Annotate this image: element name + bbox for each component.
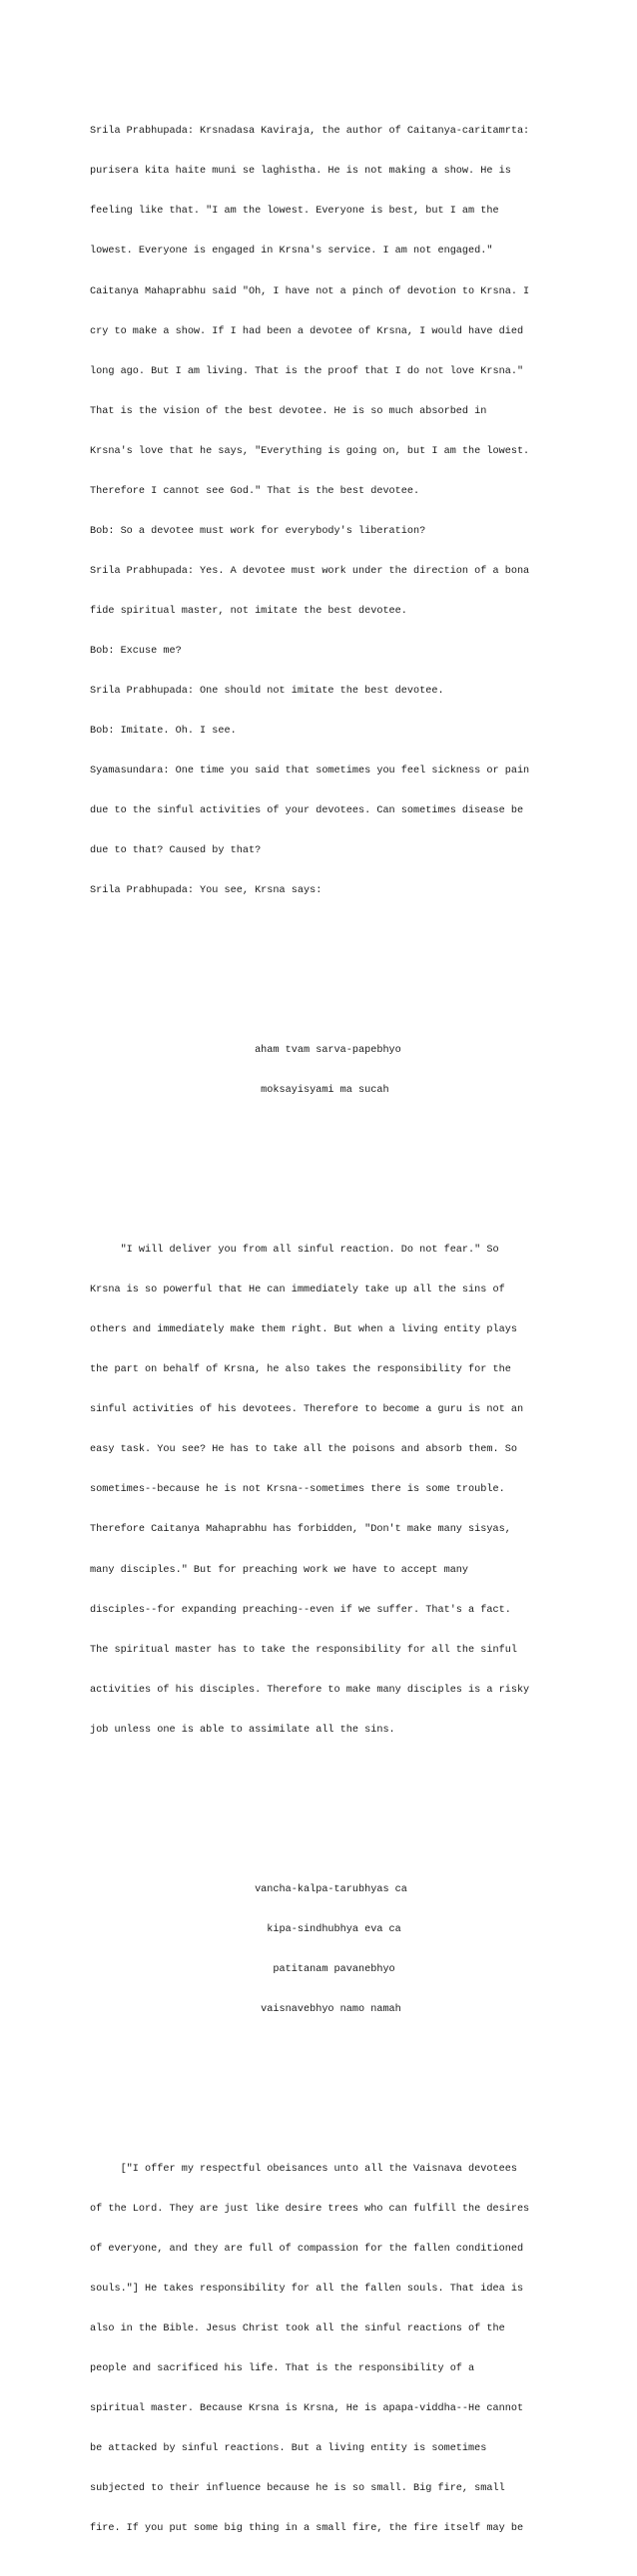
text-line: due to the sinful activities of your devotees. Can sometimes disease be xyxy=(90,804,524,816)
text-line: ["I offer my respectful obeisances unto all the Vaisnava devotees xyxy=(90,2163,517,2175)
spacer xyxy=(90,964,559,977)
spacer xyxy=(90,1803,559,1816)
text-line: Therefore I cannot see God." That is the best devotee. xyxy=(90,485,420,497)
spacer xyxy=(90,1164,559,1177)
paragraph-2 xyxy=(90,2136,559,2562)
text-line: purisera kita haite muni se laghistha. He is not making a show. He is xyxy=(90,166,511,178)
text-line: sometimes--because he is not Krsna--sometimes there is some trouble. xyxy=(90,1484,505,1496)
text-line: be attacked by sinful reactions. But a living entity is sometimes xyxy=(90,2443,487,2455)
text-line: Srila Prabhupada: Yes. A devotee must work under the direction of a bona xyxy=(90,565,530,577)
text-line: job unless one is able to assimilate all the sins. xyxy=(90,1724,395,1736)
text-line: long ago. But I am living. That is the proof that I do not love Krsna." xyxy=(90,365,524,377)
dialogue-block xyxy=(90,99,559,924)
verse-line: vancha-kalpa-tarubhyas ca xyxy=(90,1883,407,1895)
text-line: people and sacrificed his life. That is the responsibility of a xyxy=(90,2363,475,2375)
text-line: the part on behalf of Krsna, he also takes the responsibility for the xyxy=(90,1364,511,1376)
text-line: others and immediately make them right. But when a living entity plays xyxy=(90,1324,517,1336)
text-line: Srila Prabhupada: You see, Krsna says: xyxy=(90,884,322,896)
verse-line: aham tvam sarva-papebhyo xyxy=(90,1045,401,1057)
text-line: Syamasundara: One time you said that sometimes you feel sickness or pain xyxy=(90,765,530,776)
text-line: "I will deliver you from all sinful reaction. Do not fear." So xyxy=(90,1245,499,1257)
text-line: of the Lord. They are just like desire trees who can fulfill the desires xyxy=(90,2204,530,2215)
verse-block-2 xyxy=(90,1856,559,2043)
text-line: Therefore Caitanya Mahaprabhu has forbidden, "Don't make many sisyas, xyxy=(90,1524,511,1536)
text-line: Srila Prabhupada: Krsnadasa Kaviraja, the author of Caitanya-caritamrta: xyxy=(90,126,530,138)
text-line: Caitanya Mahaprabhu said "Oh, I have not a pinch of devotion to Krsna. I xyxy=(90,285,530,297)
text-line: Bob: So a devotee must work for everybody's liberation? xyxy=(90,525,426,537)
verse-line: patitanam pavanebhyo xyxy=(90,1963,395,1975)
text-line: Bob: Excuse me? xyxy=(90,645,182,657)
verse-line: vaisnavebhyo namo namah xyxy=(90,2003,401,2015)
text-line: sinful activities of his devotees. Therefore to become a guru is not an xyxy=(90,1404,524,1416)
paragraph-1 xyxy=(90,1218,559,1764)
text-line: fide spiritual master, not imitate the best devotee. xyxy=(90,605,407,617)
text-line: of everyone, and they are full of compassion for the fallen conditioned xyxy=(90,2244,524,2256)
text-line: Krsna's love that he says, "Everything is going on, but I am the lowest. xyxy=(90,445,530,457)
text-line: many disciples." But for preaching work we have to accept many xyxy=(90,1564,469,1576)
text-line: spiritual master. Because Krsna is Krsna, He is apapa-viddha--He cannot xyxy=(90,2403,524,2415)
text-line: Srila Prabhupada: One should not imitate the best devotee. xyxy=(90,685,444,697)
text-line: feeling like that. "I am the lowest. Everyone is best, but I am the xyxy=(90,206,499,218)
text-line: easy task. You see? He has to take all the poisons and absorb them. So xyxy=(90,1444,517,1456)
verse-line: moksayisyami ma sucah xyxy=(90,1085,389,1097)
text-line: That is the vision of the best devotee. He is so much absorbed in xyxy=(90,405,487,417)
text-line: subjected to their influence because he is so small. Big fire, small xyxy=(90,2483,505,2495)
text-line: cry to make a show. If I had been a devotee of Krsna, I would have died xyxy=(90,325,524,337)
document-page xyxy=(90,72,559,2576)
text-line: souls."] He takes responsibility for all the fallen souls. That idea is xyxy=(90,2284,524,2296)
text-line: Krsna is so powerful that He can immediately take up all the sins of xyxy=(90,1285,505,1296)
text-line: also in the Bible. Jesus Christ took all the sinful reactions of the xyxy=(90,2323,505,2335)
text-line: activities of his disciples. Therefore to make many disciples is a risky xyxy=(90,1684,530,1696)
text-line: fire. If you put some big thing in a small fire, the fire itself may be xyxy=(90,2523,524,2535)
text-line: lowest. Everyone is engaged in Krsna's service. I am not engaged." xyxy=(90,246,493,258)
text-line: Bob: Imitate. Oh. I see. xyxy=(90,725,237,737)
text-line: due to that? Caused by that? xyxy=(90,844,262,856)
spacer xyxy=(90,2083,559,2096)
verse-block-1 xyxy=(90,1017,559,1124)
verse-line: kipa-sindhubhya eva ca xyxy=(90,1923,401,1935)
text-line: disciples--for expanding preaching--even if we suffer. That's a fact. xyxy=(90,1604,511,1616)
text-line: The spiritual master has to take the responsibility for all the sinful xyxy=(90,1644,517,1656)
